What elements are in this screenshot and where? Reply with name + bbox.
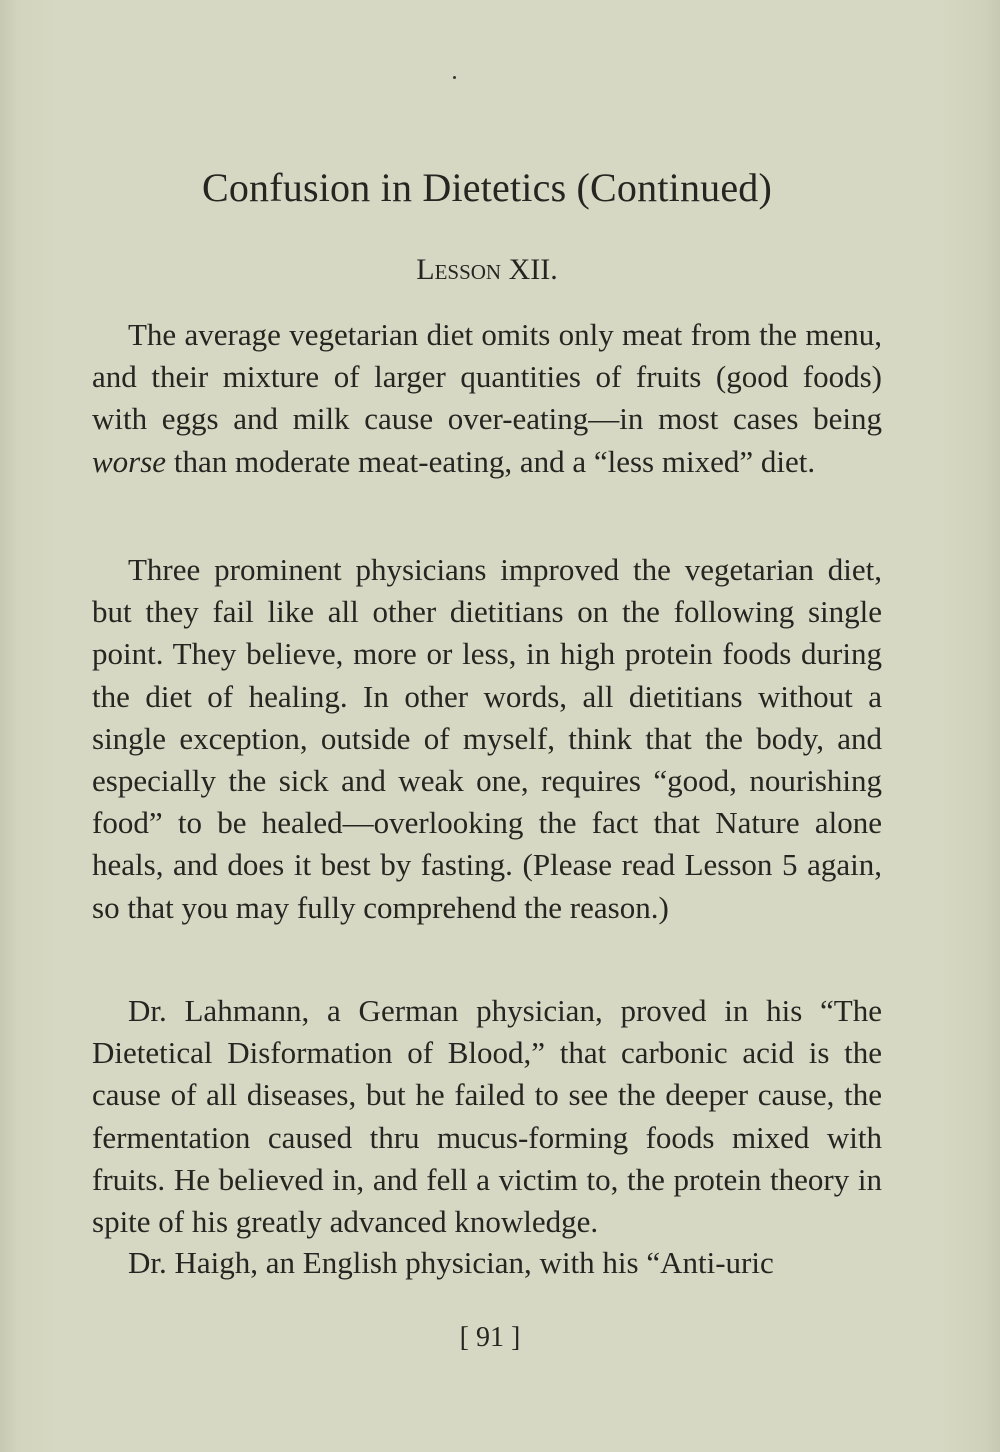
page-title: Confusion in Dietetics (Continued) bbox=[201, 165, 773, 210]
paragraph-1-text-b: than moderate meat-eating, and a “less mixed” diet. bbox=[166, 443, 816, 479]
page-number: [ 91 ] bbox=[459, 1322, 521, 1353]
paragraph-2: Three prominent physicians improved the vegetarian diet, but they fail like all other dietitians on the following single point. They believe, more or less, in high protein foods during the diet of healing. In other words, all dietitians without a single exception, outside of myself, think that the body, and especially the sick and weak one, requires “good, nourishing food” to be healed—overlooking the fact that Nature alone heals, and does it best by fasting. (Please read Lesson 5 again, so that you may fully comprehend the reason.) bbox=[92, 552, 882, 925]
paragraph-4: Dr. Haigh, an English physician, with his “Anti-uric bbox=[128, 1245, 774, 1280]
paragraph-1-text-a: The average vegetarian diet omits only meat from the menu, and their mixture of larger quantities of fruits (good foods) with eggs and milk cause over-eating—in most cases being bbox=[92, 317, 882, 437]
lesson-heading: Lesson XII. bbox=[416, 253, 558, 286]
paragraph-1 bbox=[92, 314, 882, 483]
ink-speck bbox=[453, 76, 456, 79]
paragraph-3: Dr. Lahmann, a German physician, proved in his “The Dietetical Disformation of Blood,” that carbonic acid is the cause of all diseases, but he failed to see the deeper cause, the fermentation caused thru mucus-forming foods mixed with fruits. He believed in, and fell a victim to, the protein theory in spite of his greatly advanced knowledge. bbox=[92, 993, 882, 1240]
paragraph-1-emphasis: worse bbox=[92, 443, 167, 479]
